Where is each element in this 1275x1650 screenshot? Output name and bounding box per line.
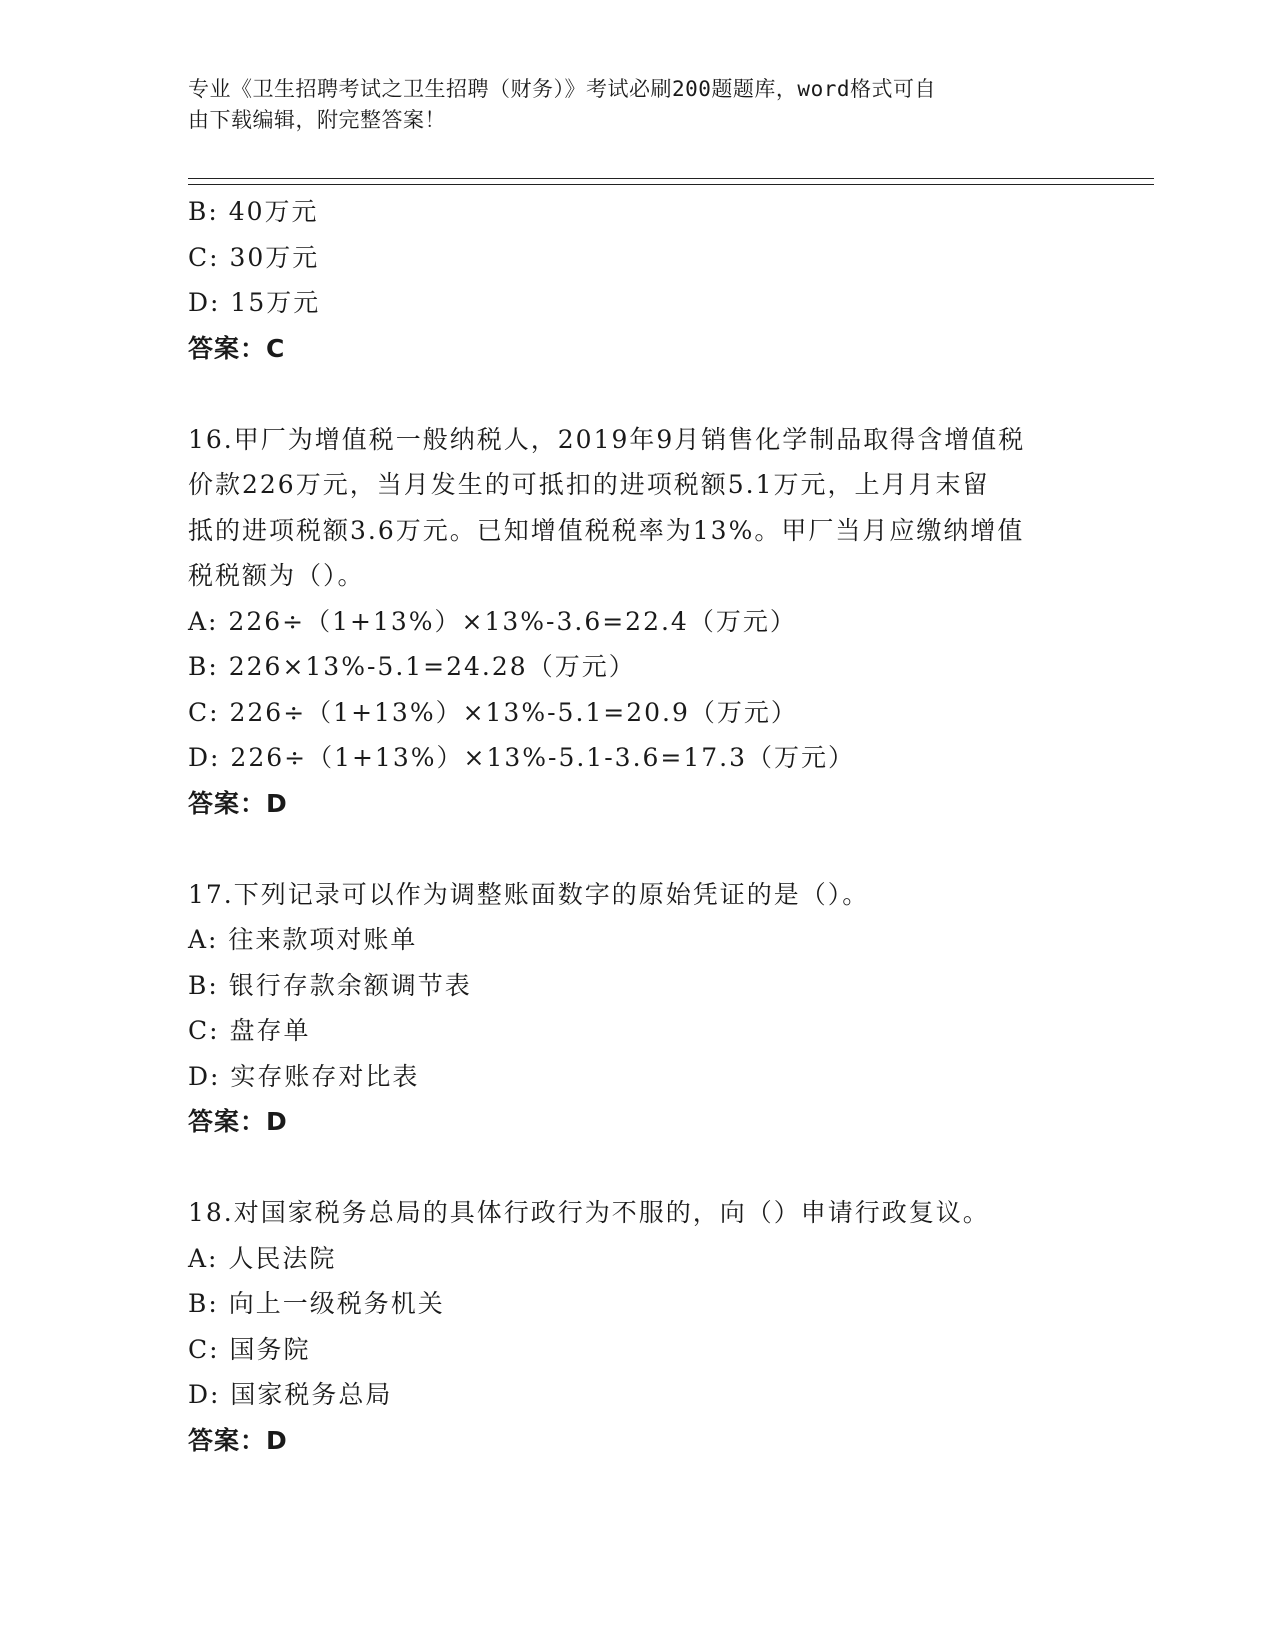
spacer xyxy=(188,371,1088,417)
question-16 xyxy=(188,417,1088,827)
spacer xyxy=(188,1145,1088,1191)
option-a: A: 往来款项对账单 xyxy=(188,925,418,954)
option-a: A: 人民法院 xyxy=(188,1243,337,1273)
prev-question-block xyxy=(188,189,1088,371)
answer-line: 答案：D xyxy=(188,1425,288,1455)
question-stem-line: 价款226万元，当月发生的可抵扣的进项税额5.1万元，上月月末留 xyxy=(188,470,990,499)
option-a: A: 226÷（1+13%）×13%-3.6=22.4（万元） xyxy=(188,606,797,636)
page-header xyxy=(188,74,1078,136)
option-d: D: 国家税务总局 xyxy=(188,1380,393,1409)
option-b: B: 向上一级税务机关 xyxy=(188,1289,445,1318)
header-line-1: 专业《卫生招聘考试之卫生招聘（财务）》考试必刷200题题库，word格式可自 xyxy=(188,77,936,101)
question-stem-line: 18.对国家税务总局的具体行政行为不服的，向（）申请行政复议。 xyxy=(188,1198,990,1227)
answer-line: 答案：D xyxy=(188,788,288,818)
option-c: C: 盘存单 xyxy=(188,1016,311,1045)
option-b: B: 银行存款余额调节表 xyxy=(188,970,472,1000)
document-body xyxy=(188,189,1088,1463)
option-d: D: 实存账存对比表 xyxy=(188,1061,420,1091)
option-d: D: 15万元 xyxy=(188,288,321,317)
option-b: B: 40万元 xyxy=(188,197,319,226)
answer-line: 答案：D xyxy=(188,1107,288,1136)
answer-line: 答案：C xyxy=(188,333,286,363)
question-17 xyxy=(188,872,1088,1145)
question-stem-line: 税税额为（）。 xyxy=(188,561,365,590)
question-stem-line: 16.甲厂为增值税一般纳税人，2019年9月销售化学制品取得含增值税 xyxy=(188,424,1026,454)
question-stem-line: 17.下列记录可以作为调整账面数字的原始凭证的是（）。 xyxy=(188,879,870,909)
header-rule-bottom xyxy=(188,184,1154,185)
option-c: C: 226÷（1+13%）×13%-5.1=20.9（万元） xyxy=(188,697,798,727)
option-b: B: 226×13%-5.1=24.28（万元） xyxy=(188,652,636,681)
option-c: C: 国务院 xyxy=(188,1334,311,1364)
header-line-2: 由下载编辑，附完整答案！ xyxy=(188,108,446,132)
question-18 xyxy=(188,1190,1088,1463)
option-d: D: 226÷（1+13%）×13%-5.1-3.6=17.3（万元） xyxy=(188,743,856,772)
question-stem-line: 抵的进项税额3.6万元。已知增值税税率为13%。甲厂当月应缴纳增值 xyxy=(188,515,1025,545)
header-rule-top xyxy=(188,178,1154,179)
spacer xyxy=(188,826,1088,872)
option-c: C: 30万元 xyxy=(188,242,320,272)
